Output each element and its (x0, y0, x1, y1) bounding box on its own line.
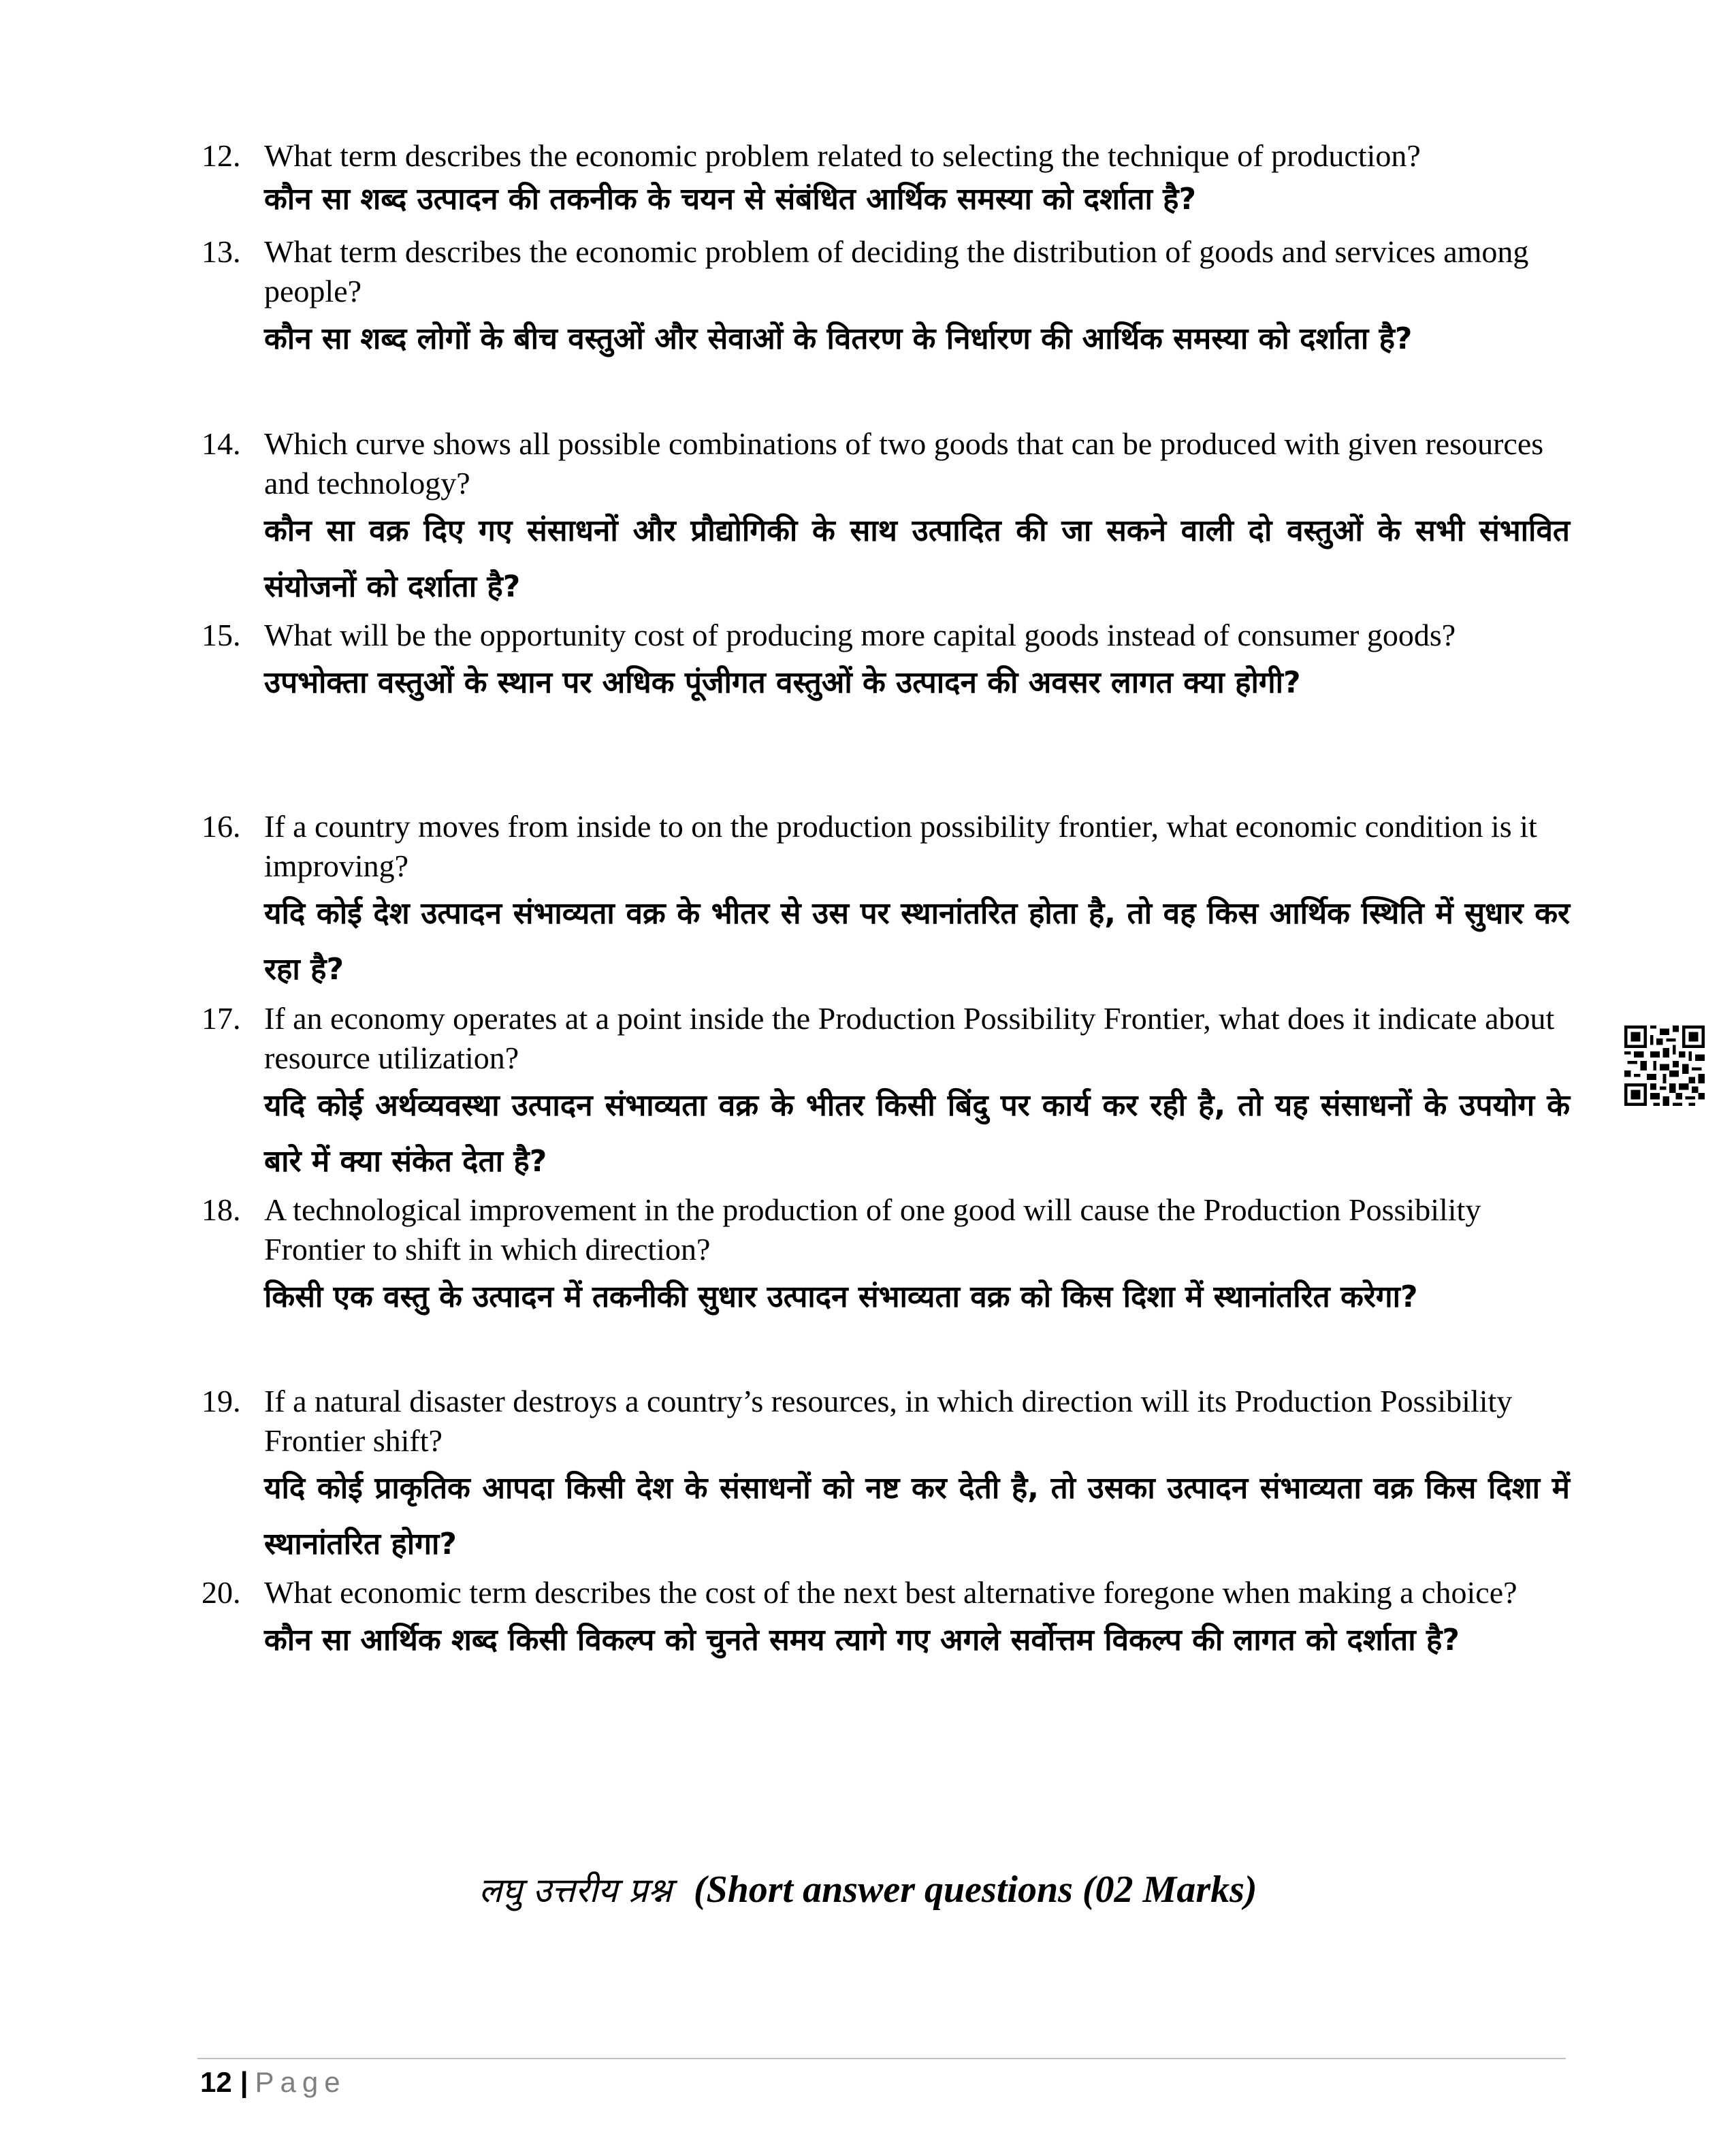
question-item (202, 807, 1570, 999)
footer-divider (197, 2058, 1566, 2059)
question-hindi: कौन सा आर्थिक शब्द किसी विकल्प को चुनते समय त्यागे गए अगले सर्वोत्तम विकल्प की लागत को दर्शाता है? (264, 1623, 1460, 1657)
question-hindi: कौन सा शब्द लोगों के बीच वस्तुओं और सेवाओं के वितरण के निर्धारण की आर्थिक समस्या को दर्शाता है? (264, 321, 1413, 356)
question-item (202, 616, 1570, 807)
question-english: If an economy operates at a point inside the Production Possibility Frontier, what does it indicate about resource utilization? (264, 1001, 1555, 1075)
question-item (202, 232, 1570, 424)
question-item (202, 1382, 1570, 1573)
section-heading-hindi: लघु उत्तरीय प्रश्न (479, 1871, 672, 1910)
question-list (202, 136, 1570, 1709)
section-heading-english: (Short answer questions (02 Marks) (693, 1869, 1257, 1911)
footer-separator: | (240, 2066, 248, 2098)
question-number: 18. (202, 1192, 241, 1227)
question-number: 20. (202, 1575, 241, 1610)
question-number: 17. (202, 1001, 241, 1036)
question-english: What will be the opportunity cost of producing more capital goods instead of consumer goods? (264, 618, 1456, 652)
question-item (202, 999, 1570, 1190)
question-number: 13. (202, 234, 241, 269)
question-number: 14. (202, 426, 241, 461)
page-label: Page (255, 2066, 347, 2098)
section-heading (0, 1862, 1736, 1918)
question-hindi: यदि कोई प्राकृतिक आपदा किसी देश के संसाधनों को नष्ट कर देती है, तो उसका उत्पादन संभाव्यता वक्र किस दिशा में स्थानांतरित होगा? (264, 1471, 1570, 1561)
question-english: If a country moves from inside to on the production possibility frontier, what economic condition is it improving? (264, 809, 1537, 883)
question-number: 15. (202, 618, 241, 652)
question-number: 12. (202, 138, 241, 173)
question-item (202, 136, 1570, 232)
question-number: 16. (202, 809, 241, 844)
question-hindi: कौन सा वक्र दिए गए संसाधनों और प्रौद्योगिकी के साथ उत्पादित की जा सकने वाली दो वस्तुओं के सभी संभावित संयोजनों को दर्शाता है? (264, 513, 1570, 604)
question-item (202, 1190, 1570, 1382)
question-english: Which curve shows all possible combinations of two goods that can be produced with given resources and technology? (264, 426, 1544, 500)
question-hindi: यदि कोई अर्थव्यवस्था उत्पादन संभाव्यता वक्र के भीतर किसी बिंदु पर कार्य कर रही है, तो यह संसाधनों के उपयोग के बारे में क्या संकेत देता है? (264, 1088, 1570, 1179)
question-hindi: यदि कोई देश उत्पादन संभाव्यता वक्र के भीतर से उस पर स्थानांतरित होता है, तो वह किस आर्थिक स्थिति में सुधार कर रहा है? (264, 896, 1570, 987)
page-number: 12 (200, 2066, 232, 2098)
question-english: If a natural disaster destroys a country’s resources, in which direction will its Production Possibility Frontier shift? (264, 1384, 1513, 1458)
question-english: What term describes the economic problem related to selecting the technique of production? (264, 138, 1421, 173)
question-item (202, 424, 1570, 616)
question-number: 19. (202, 1384, 241, 1418)
question-english: A technological improvement in the production of one good will cause the Production Possibility Frontier to shift in which direction? (264, 1192, 1481, 1267)
question-hindi: किसी एक वस्तु के उत्पादन में तकनीकी सुधार उत्पादन संभाव्यता वक्र को किस दिशा में स्थानांतरित करेगा? (264, 1280, 1418, 1314)
qr-code-icon[interactable] (1624, 1026, 1705, 1106)
question-english: What economic term describes the cost of the next best alternative foregone when making a choice? (264, 1575, 1517, 1610)
question-english: What term describes the economic problem of deciding the distribution of goods and services among people? (264, 234, 1529, 308)
page-footer (200, 2063, 347, 2101)
question-item (202, 1573, 1570, 1709)
question-hindi: उपभोक्ता वस्तुओं के स्थान पर अधिक पूंजीगत वस्तुओं के उत्पादन की अवसर लागत क्या होगी? (264, 665, 1301, 700)
question-hindi: कौन सा शब्द उत्पादन की तकनीक के चयन से संबंधित आर्थिक समस्या को दर्शाता है? (264, 182, 1197, 217)
